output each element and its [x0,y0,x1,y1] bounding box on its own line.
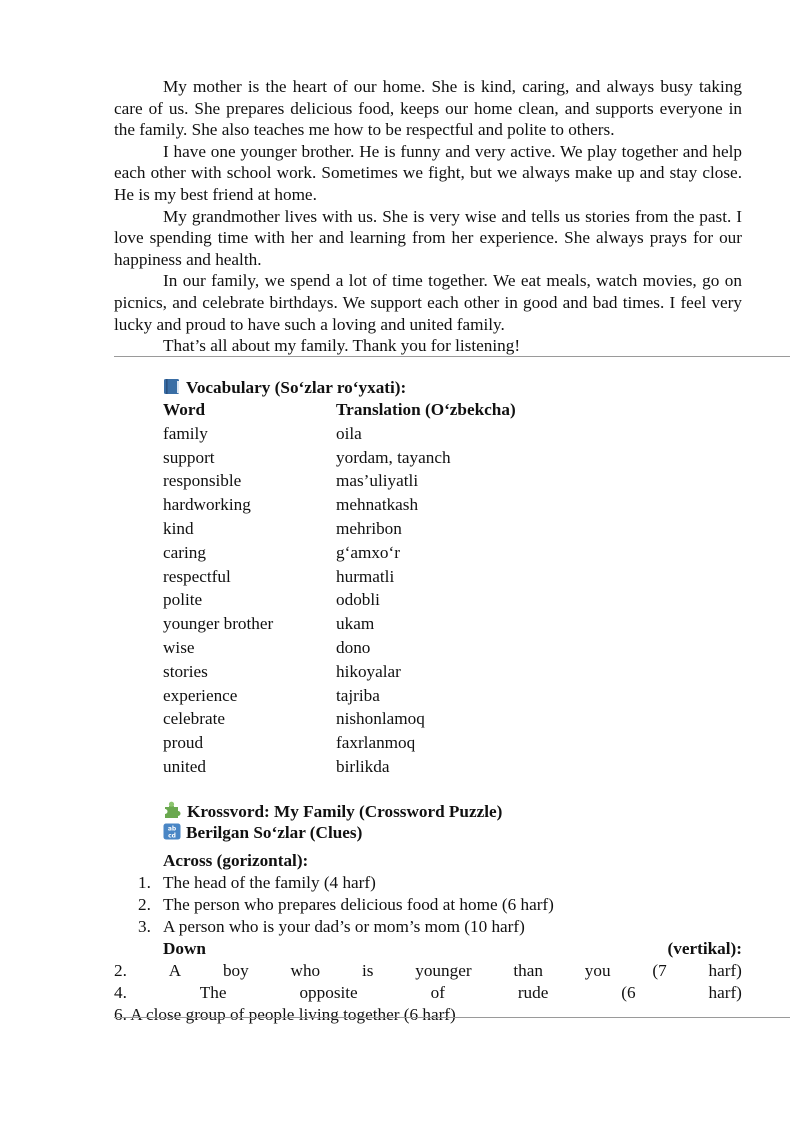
vocabulary-row [163,495,516,519]
vocab-word: united [163,756,206,776]
paragraph-family-time: In our family, we spend a lot of time together. We eat meals, watch movies, go on picnics, and celebrate birthdays. We support each other in good and bad times. I feel very lucky and proud to have such a loving and united family. [114,271,742,334]
vocab-translation: dono [336,637,371,657]
vocab-translation: birlikda [336,756,390,776]
clue-word: 4. [114,983,127,1002]
svg-text:cd: cd [168,832,176,840]
across-label: Across (gorizontal): [163,851,309,870]
across-clue-2: 2. The person who prepares delicious food at home (6 harf) [138,895,554,914]
down-label-row [114,938,742,960]
vocab-translation: mehribon [336,518,402,538]
vocab-translation: ukam [336,614,375,634]
clue-word: harf) [708,961,742,980]
down-clue-2 [114,960,742,982]
svg-text:ab: ab [167,825,177,833]
down-label-vertical: (vertikal): [667,939,742,958]
clue-word: (6 [621,983,636,1002]
vocab-translation: tajriba [336,685,380,705]
clue-word: (7 [652,961,667,980]
clue-word: than [513,961,543,980]
column-word: Word [163,400,206,419]
vocabulary-table [163,400,516,781]
vocab-translation: faxrlanmoq [336,733,416,753]
vocabulary-row [163,448,516,472]
vocab-word: family [163,423,208,443]
across-clue-3: 3. A person who is your dad’s or mom’s mom (10 harf) [138,917,525,936]
vocab-translation: nishonlamoq [336,709,425,729]
paragraph-grandmother: My grandmother lives with us. She is very wise and tells us stories from the past. I love spending time with her and learning from her experience. She always prays for our happiness and health. [114,206,742,269]
clue-word: of [430,983,445,1002]
vocab-translation: hurmatli [336,566,395,586]
clue-word: 2. [114,961,127,980]
clue-word: A [168,961,182,980]
vocab-word: caring [163,542,206,562]
vocabulary-row [163,686,516,710]
down-clue-4 [114,982,742,1004]
clue-word: opposite [299,983,358,1002]
vocabulary-row [163,543,516,567]
clue-word: who [290,961,321,980]
vocab-translation: yordam, tayanch [336,447,451,467]
vocabulary-row [163,757,516,781]
vocabulary-row [163,614,516,638]
vocab-word: stories [163,661,208,681]
vocab-word: respectful [163,566,231,586]
vocab-translation: oila [336,423,362,443]
vocab-word: hardworking [163,495,251,515]
across-list [114,872,742,938]
abcd-input-icon [163,823,181,845]
vocabulary-title: Vocabulary (So‘zlar ro‘yxati): [186,378,407,397]
clue-word: The [199,983,227,1002]
vocabulary-row [163,567,516,591]
clue-word: is [361,961,374,980]
vocabulary-row [163,709,516,733]
crossword-heading [163,801,502,824]
down-clue-6: 6. A close group of people living together (6 harf) [114,1005,456,1024]
vocab-word: responsible [163,471,242,491]
vocab-word: support [163,447,215,467]
clue-word: you [584,961,611,980]
divider [114,356,790,357]
clues-heading [163,823,362,845]
vocabulary-heading [163,378,406,400]
puzzle-piece-icon [163,801,182,824]
vocab-word: kind [163,518,194,538]
clues-block [114,850,742,1026]
vocab-word: celebrate [163,709,226,729]
vocabulary-row [163,662,516,686]
vocabulary-row [163,638,516,662]
column-translation: Translation (O‘zbekcha) [336,400,516,419]
vocab-translation: odobli [336,590,380,610]
vocab-word: wise [163,637,195,657]
vocab-word: experience [163,685,238,705]
clue-word: harf) [708,983,742,1002]
paragraph-mother: My mother is the heart of our home. She is kind, caring, and always busy taking care of us. She prepares delicious food, keeps our home clean, and supports everyone in the family. She also teaches me how to be respectful and polite to others. [114,77,742,140]
vocabulary-row [163,471,516,495]
closing-line: That’s all about my family. Thank you for listening! [163,336,521,356]
clues-title: Berilgan So‘zlar (Clues) [186,823,363,842]
clue-word: boy [222,961,249,980]
clue-word: younger [415,961,472,980]
divider-bottom [114,1017,790,1018]
vocab-translation: mas’uliyatli [336,471,419,491]
vocabulary-row [163,424,516,448]
clue-word: rude [517,983,549,1002]
vocabulary-row [163,733,516,757]
vocab-translation: mehnatkash [336,495,419,515]
across-clue-1: 1. The head of the family (4 harf) [138,873,376,892]
paragraph-brother: I have one younger brother. He is funny and very active. We play together and help each other with school work. Sometimes we fight, but we always make up and stay close. He is my best friend at home. [114,141,742,204]
book-icon [163,378,181,400]
vocab-word: polite [163,590,203,610]
vocab-translation: hikoyalar [336,661,401,681]
vocabulary-header-row [163,400,516,424]
vocabulary-row [163,519,516,543]
essay-body [114,76,742,357]
down-label: Down [163,939,206,958]
vocabulary-row [163,590,516,614]
vocab-translation: g‘amxo‘r [336,542,400,562]
vocab-word: proud [163,733,204,753]
crossword-title: Krossvord: My Family (Crossword Puzzle) [187,802,503,821]
vocab-word: younger brother [163,614,274,634]
